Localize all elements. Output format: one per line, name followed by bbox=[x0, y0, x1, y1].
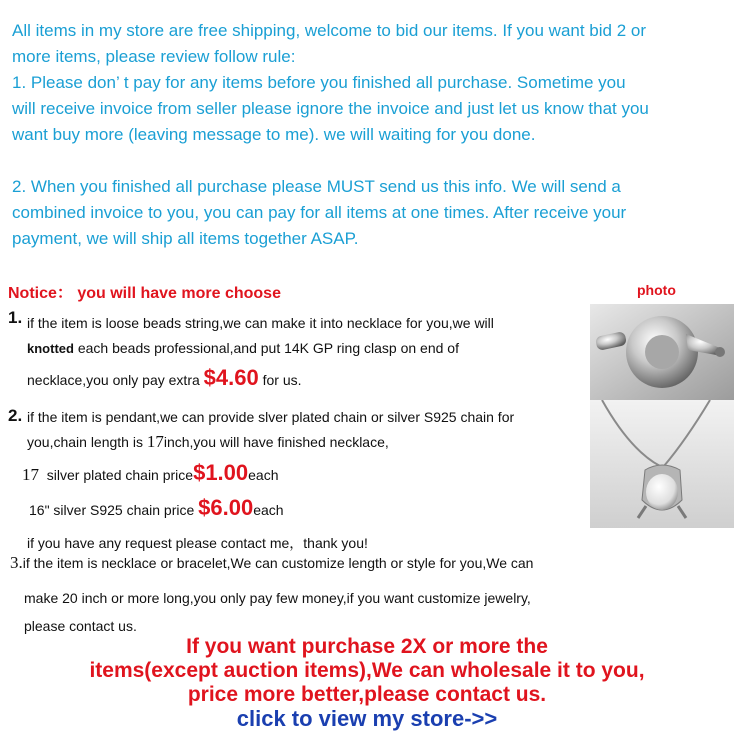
clasp-image bbox=[590, 304, 734, 400]
chain-2-text: 16" silver S925 chain price bbox=[29, 502, 195, 518]
item-2-line-2a: you,chain length is bbox=[27, 434, 143, 450]
pendant-photo bbox=[590, 400, 734, 528]
request-note: if you have any request please contact me，thank you! bbox=[27, 535, 368, 551]
chain-1-text: silver plated chain price bbox=[46, 467, 194, 483]
intro-line: combined invoice to you, you can pay for all items at one times. After receive your bbox=[12, 203, 627, 222]
intro-line: 2. When you finished all purchase please MUST send us this info. We will send a bbox=[12, 177, 621, 196]
item-1-line-2 bbox=[27, 340, 459, 356]
chain-1-each: each bbox=[248, 467, 279, 483]
chain-2-each: each bbox=[253, 502, 284, 518]
view-store-link[interactable]: click to view my store->> bbox=[236, 706, 498, 731]
item-1-line-1: if the item is loose beads string,we can make it into necklace for you,we will bbox=[27, 315, 494, 331]
item-1-line-3 bbox=[27, 365, 302, 391]
item-3-line-3: please contact us. bbox=[24, 618, 137, 634]
chain-1-length: 17 bbox=[22, 465, 39, 484]
item-1-price: $4.60 bbox=[203, 365, 259, 390]
notice-heading: Notice： you will have more choose bbox=[8, 285, 281, 302]
item-1-number: 1. bbox=[8, 308, 23, 327]
knotted-label: knotted bbox=[27, 341, 74, 356]
item-1-line-3-text: necklace,you only pay extra bbox=[27, 372, 200, 388]
intro-line: want buy more (leaving message to me). we will waiting for you done. bbox=[12, 125, 536, 144]
clasp-photo bbox=[590, 304, 734, 400]
item-2-number: 2. bbox=[8, 406, 23, 425]
item-3-line-1 bbox=[10, 553, 533, 573]
item-3-number: 3. bbox=[10, 553, 23, 572]
item-2-line-1: if the item is pendant,we can provide slver plated chain or silver S925 chain for bbox=[27, 409, 515, 425]
chain-1-price: $1.00 bbox=[193, 460, 249, 485]
item-2-line-2b: inch,you will have finished necklace, bbox=[163, 434, 389, 450]
chain-option-2 bbox=[29, 495, 284, 521]
chain-2-price: $6.00 bbox=[198, 495, 254, 520]
item-1-line-2-text: each beads professional,and put 14K GP ring clasp on end of bbox=[77, 340, 459, 356]
wholesale-line-3: price more better,please contact us. bbox=[187, 683, 547, 706]
intro-line: 1. Please don’ t pay for any items before you finished all purchase. Sometime you bbox=[12, 73, 626, 92]
item-2-line-2 bbox=[27, 432, 389, 452]
photo-label: photo bbox=[637, 282, 676, 298]
wholesale-line-1: If you want purchase 2X or more the bbox=[186, 635, 548, 658]
intro-line: will receive invoice from seller please ignore the invoice and just let us know that you bbox=[12, 99, 649, 118]
item-3-line-2: make 20 inch or more long,you only pay few money,if you want customize jewelry, bbox=[24, 590, 531, 606]
intro-line: payment, we will ship all items together ASAP. bbox=[12, 229, 359, 248]
intro-line: All items in my store are free shipping, welcome to bid our items. If you want bid 2 or bbox=[12, 21, 646, 40]
intro-block bbox=[12, 18, 732, 252]
chain-length: 17 bbox=[146, 432, 164, 451]
intro-line: more items, please review follow rule: bbox=[12, 47, 296, 66]
chain-option-1 bbox=[22, 460, 279, 486]
wholesale-line-2: items(except auction items),We can wholesale it to you, bbox=[89, 659, 645, 682]
pendant-image bbox=[590, 400, 734, 528]
item-3-line-1-text: if the item is necklace or bracelet,We can customize length or style for you,We can bbox=[22, 555, 534, 571]
item-1-line-3-end: for us. bbox=[262, 372, 302, 388]
